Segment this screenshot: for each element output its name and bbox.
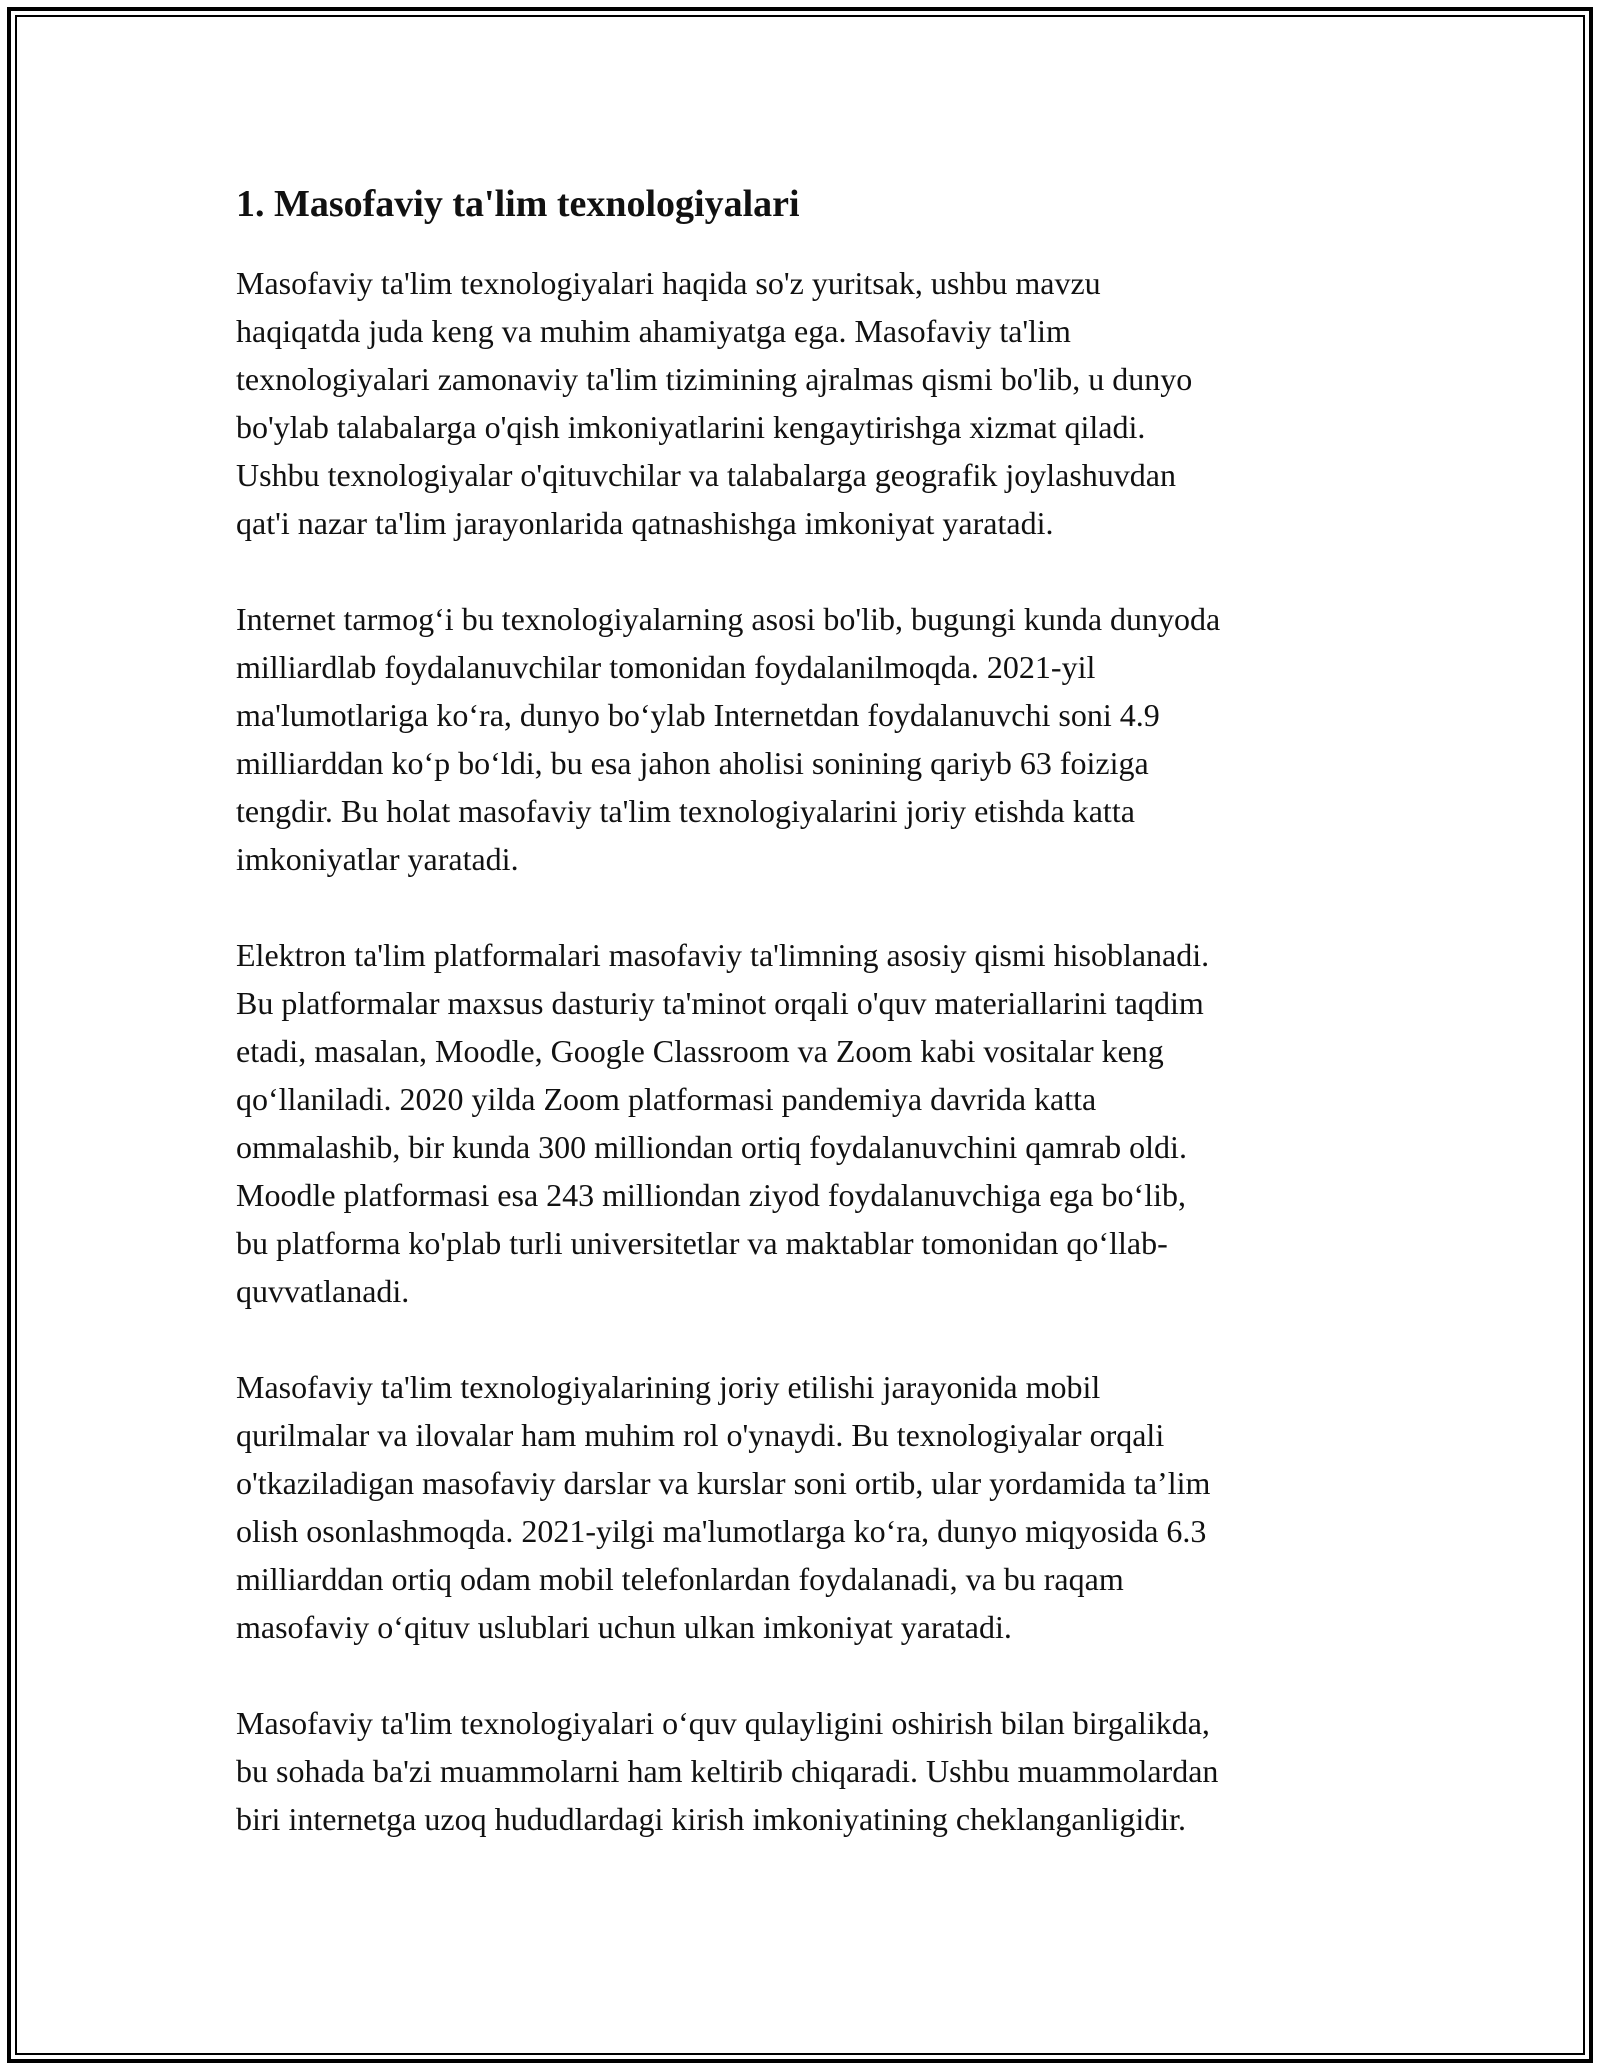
paragraph-line: milliarddan ortiq odam mobil telefonlardan foydalanadi, va bu raqam	[236, 1561, 1124, 1598]
paragraph-line: qat'i nazar ta'lim jarayonlarida qatnashishga imkoniyat yaratadi.	[236, 505, 1054, 542]
paragraph-line: milliarddan ko‘p bo‘ldi, bu esa jahon aholisi sonining qariyb 63 foiziga	[236, 745, 1149, 782]
paragraph-line: Elektron ta'lim platformalari masofaviy ta'limning asosiy qismi hisoblanadi.	[236, 937, 1210, 974]
paragraph-line: bo'ylab talabalarga o'qish imkoniyatlarini kengaytirishga xizmat qiladi.	[236, 409, 1146, 446]
paragraph-line: bu platforma ko'plab turli universitetlar va maktablar tomonidan qo‘llab-	[236, 1225, 1168, 1262]
paragraph-line: tengdir. Bu holat masofaviy ta'lim texnologiyalarini joriy etishda katta	[236, 793, 1135, 830]
body-paragraph	[236, 1699, 1376, 1843]
body-paragraph	[236, 259, 1376, 547]
paragraph-line: olish osonlashmoqda. 2021-yilgi ma'lumotlarga ko‘ra, dunyo miqyosida 6.3	[236, 1513, 1207, 1550]
paragraph-line: imkoniyatlar yaratadi.	[236, 841, 519, 878]
paragraph-line: Masofaviy ta'lim texnologiyalarining joriy etilishi jarayonida mobil	[236, 1369, 1101, 1406]
paragraph-line: Ushbu texnologiyalar o'qituvchilar va talabalarga geografik joylashuvdan	[236, 457, 1176, 494]
body-paragraph	[236, 931, 1376, 1315]
paragraph-line: Masofaviy ta'lim texnologiyalari o‘quv qulayligini oshirish bilan birgalikda,	[236, 1705, 1210, 1742]
paragraph-line: Internet tarmog‘i bu texnologiyalarning asosi bo'lib, bugungi kunda dunyoda	[236, 601, 1221, 638]
paragraph-line: etadi, masalan, Moodle, Google Classroom va Zoom kabi vositalar keng	[236, 1033, 1164, 1070]
paragraph-line: haqiqatda juda keng va muhim ahamiyatga ega. Masofaviy ta'lim	[236, 313, 1071, 350]
paragraph-line: ma'lumotlariga ko‘ra, dunyo bo‘ylab Internetdan foydalanuvchi soni 4.9	[236, 697, 1160, 734]
paragraph-line: quvvatlanadi.	[236, 1273, 410, 1310]
body-paragraph	[236, 595, 1376, 883]
paragraph-line: qurilmalar va ilovalar ham muhim rol o'ynaydi. Bu texnologiyalar orqali	[236, 1417, 1165, 1454]
paragraph-line: ommalashib, bir kunda 300 milliondan ortiq foydalanuvchini qamrab oldi.	[236, 1129, 1187, 1166]
paragraph-line: texnologiyalari zamonaviy ta'lim tizimining ajralmas qismi bo'lib, u dunyo	[236, 361, 1193, 398]
paragraph-line: masofaviy o‘qituv uslublari uchun ulkan imkoniyat yaratadi.	[236, 1609, 1012, 1646]
paragraph-line: bu sohada ba'zi muammolarni ham keltirib chiqaradi. Ushbu muammolardan	[236, 1753, 1219, 1790]
paragraph-line: Masofaviy ta'lim texnologiyalari haqida so'z yuritsak, ushbu mavzu	[236, 265, 1101, 302]
paragraph-line: o'tkaziladigan masofaviy darslar va kurslar soni ortib, ular yordamida ta’lim	[236, 1465, 1211, 1502]
paragraph-list	[236, 259, 1376, 1843]
paragraph-line: milliardlab foydalanuvchilar tomonidan foydalanilmoqda. 2021-yil	[236, 649, 1096, 686]
document-body	[236, 180, 1376, 1843]
paragraph-line: Moodle platformasi esa 243 milliondan ziyod foydalanuvchiga ega bo‘lib,	[236, 1177, 1186, 1214]
paragraph-line: qo‘llaniladi. 2020 yilda Zoom platformasi pandemiya davrida katta	[236, 1081, 1097, 1118]
section-heading: 1. Masofaviy ta'lim texnologiyalari	[236, 183, 800, 225]
paragraph-line: Bu platformalar maxsus dasturiy ta'minot orqali o'quv materiallarini taqdim	[236, 985, 1204, 1022]
body-paragraph	[236, 1363, 1376, 1651]
paragraph-line: biri internetga uzoq hududlardagi kirish imkoniyatining cheklanganligidir.	[236, 1801, 1187, 1838]
